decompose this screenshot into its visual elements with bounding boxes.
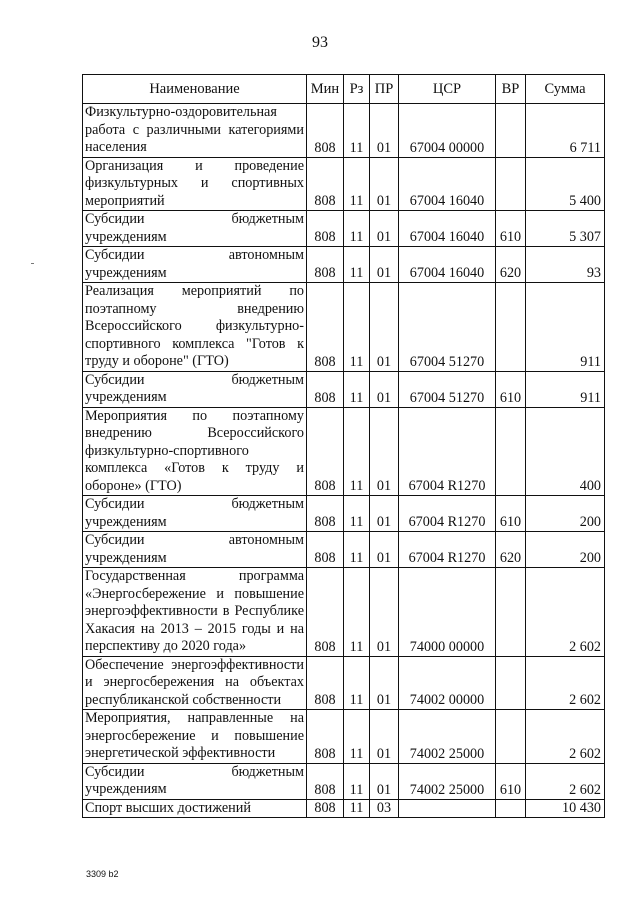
cell-name: Обеспечение энергоэффективности и энергосбережения на объектах республиканской собственности (83, 656, 307, 710)
table-row (83, 104, 605, 158)
header-csr: ЦСР (399, 75, 496, 104)
cell-sum: 400 (526, 407, 605, 496)
cell-min: 808 (307, 763, 344, 799)
table-header-row (83, 75, 605, 104)
cell-sum: 911 (526, 371, 605, 407)
cell-vr (496, 799, 526, 818)
cell-sum: 2 602 (526, 656, 605, 710)
cell-min: 808 (307, 710, 344, 764)
cell-name: Реализация мероприятий по поэтапному внедрению Всероссийского физкультурно-спортивного комплекса "Готов к труду и обороне" (ГТО) (83, 283, 307, 372)
cell-pr: 01 (370, 247, 399, 283)
cell-csr: 67004 16040 (399, 211, 496, 247)
cell-sum: 911 (526, 283, 605, 372)
cell-min: 808 (307, 371, 344, 407)
cell-pr: 01 (370, 496, 399, 532)
cell-name: Субсидии автономным учреждениям (83, 247, 307, 283)
cell-pr: 01 (370, 532, 399, 568)
cell-rz: 11 (344, 710, 370, 764)
cell-sum: 6 711 (526, 104, 605, 158)
cell-pr: 03 (370, 799, 399, 818)
cell-csr: 67004 R1270 (399, 496, 496, 532)
cell-name: Субсидии автономным учреждениям (83, 532, 307, 568)
cell-name: Мероприятия, направленные на энергосбережение и повышение энергетической эффективности (83, 710, 307, 764)
header-pr: ПР (370, 75, 399, 104)
cell-name: Субсидии бюджетным учреждениям (83, 496, 307, 532)
cell-sum: 2 602 (526, 763, 605, 799)
cell-sum: 5 307 (526, 211, 605, 247)
cell-rz: 11 (344, 656, 370, 710)
table-row (83, 283, 605, 372)
cell-vr: 620 (496, 532, 526, 568)
cell-rz: 11 (344, 799, 370, 818)
cell-csr: 67004 R1270 (399, 407, 496, 496)
cell-min: 808 (307, 104, 344, 158)
cell-vr: 610 (496, 496, 526, 532)
header-min: Мин (307, 75, 344, 104)
cell-csr (399, 799, 496, 818)
cell-rz: 11 (344, 283, 370, 372)
cell-pr: 01 (370, 656, 399, 710)
table-row (83, 568, 605, 657)
cell-sum: 10 430 (526, 799, 605, 818)
cell-pr: 01 (370, 104, 399, 158)
table-row (83, 211, 605, 247)
cell-min: 808 (307, 568, 344, 657)
cell-pr: 01 (370, 211, 399, 247)
table-row (83, 157, 605, 211)
cell-pr: 01 (370, 568, 399, 657)
cell-min: 808 (307, 157, 344, 211)
table-row (83, 710, 605, 764)
cell-rz: 11 (344, 763, 370, 799)
table-body (83, 104, 605, 818)
cell-pr: 01 (370, 371, 399, 407)
cell-pr: 01 (370, 710, 399, 764)
header-name: Наименование (83, 75, 307, 104)
header-sum: Сумма (526, 75, 605, 104)
cell-vr (496, 157, 526, 211)
cell-csr: 67004 00000 (399, 104, 496, 158)
cell-csr: 67004 51270 (399, 371, 496, 407)
cell-sum: 5 400 (526, 157, 605, 211)
cell-rz: 11 (344, 371, 370, 407)
budget-table (82, 74, 605, 818)
cell-pr: 01 (370, 283, 399, 372)
cell-min: 808 (307, 532, 344, 568)
cell-name: Мероприятия по поэтапному внедрению Всероссийского физкультурно-спортивного комплекса «Готов к труду и обороне» (ГТО) (83, 407, 307, 496)
table-row (83, 496, 605, 532)
page-number: 93 (312, 34, 328, 51)
cell-sum: 2 602 (526, 710, 605, 764)
cell-sum: 2 602 (526, 568, 605, 657)
cell-min: 808 (307, 407, 344, 496)
cell-vr (496, 407, 526, 496)
cell-min: 808 (307, 656, 344, 710)
cell-pr: 01 (370, 157, 399, 211)
footer-code: 3309 b2 (86, 869, 119, 879)
header-vr: ВР (496, 75, 526, 104)
cell-csr: 67004 R1270 (399, 532, 496, 568)
cell-min: 808 (307, 211, 344, 247)
cell-name: Спорт высших достижений (83, 799, 307, 818)
cell-rz: 11 (344, 407, 370, 496)
cell-csr: 67004 16040 (399, 157, 496, 211)
header-rz: Рз (344, 75, 370, 104)
cell-pr: 01 (370, 763, 399, 799)
table-row (83, 407, 605, 496)
table-row (83, 371, 605, 407)
cell-pr: 01 (370, 407, 399, 496)
cell-name: Субсидии бюджетным учреждениям (83, 211, 307, 247)
cell-rz: 11 (344, 104, 370, 158)
cell-rz: 11 (344, 568, 370, 657)
cell-csr: 74002 00000 (399, 656, 496, 710)
cell-name: Организация и проведение физкультурных и спортивных мероприятий (83, 157, 307, 211)
cell-rz: 11 (344, 532, 370, 568)
cell-name: Физкультурно-оздоровительная работа с различными категориями населения (83, 104, 307, 158)
cell-rz: 11 (344, 211, 370, 247)
cell-vr (496, 104, 526, 158)
cell-csr: 67004 51270 (399, 283, 496, 372)
cell-vr (496, 568, 526, 657)
cell-vr: 610 (496, 371, 526, 407)
cell-vr: 610 (496, 211, 526, 247)
cell-vr: 610 (496, 763, 526, 799)
cell-min: 808 (307, 799, 344, 818)
cell-rz: 11 (344, 247, 370, 283)
cell-name: Субсидии бюджетным учреждениям (83, 763, 307, 799)
cell-vr: 620 (496, 247, 526, 283)
table-row (83, 799, 605, 818)
cell-csr: 67004 16040 (399, 247, 496, 283)
cell-min: 808 (307, 283, 344, 372)
table-row (83, 532, 605, 568)
cell-min: 808 (307, 496, 344, 532)
cell-vr (496, 283, 526, 372)
cell-vr (496, 710, 526, 764)
table-row (83, 656, 605, 710)
cell-csr: 74002 25000 (399, 763, 496, 799)
cell-sum: 93 (526, 247, 605, 283)
cell-name: Государственная программа «Энергосбережение и повышение энергоэффективности в Республике Хакасия на 2013 – 2015 годы и на перспективу до 2020 года» (83, 568, 307, 657)
cell-rz: 11 (344, 496, 370, 532)
table-row (83, 763, 605, 799)
cell-name: Субсидии бюджетным учреждениям (83, 371, 307, 407)
cell-sum: 200 (526, 496, 605, 532)
cell-csr: 74000 00000 (399, 568, 496, 657)
cell-min: 808 (307, 247, 344, 283)
cell-rz: 11 (344, 157, 370, 211)
cell-sum: 200 (526, 532, 605, 568)
cell-vr (496, 656, 526, 710)
cell-csr: 74002 25000 (399, 710, 496, 764)
table-row (83, 247, 605, 283)
margin-mark (31, 263, 34, 264)
